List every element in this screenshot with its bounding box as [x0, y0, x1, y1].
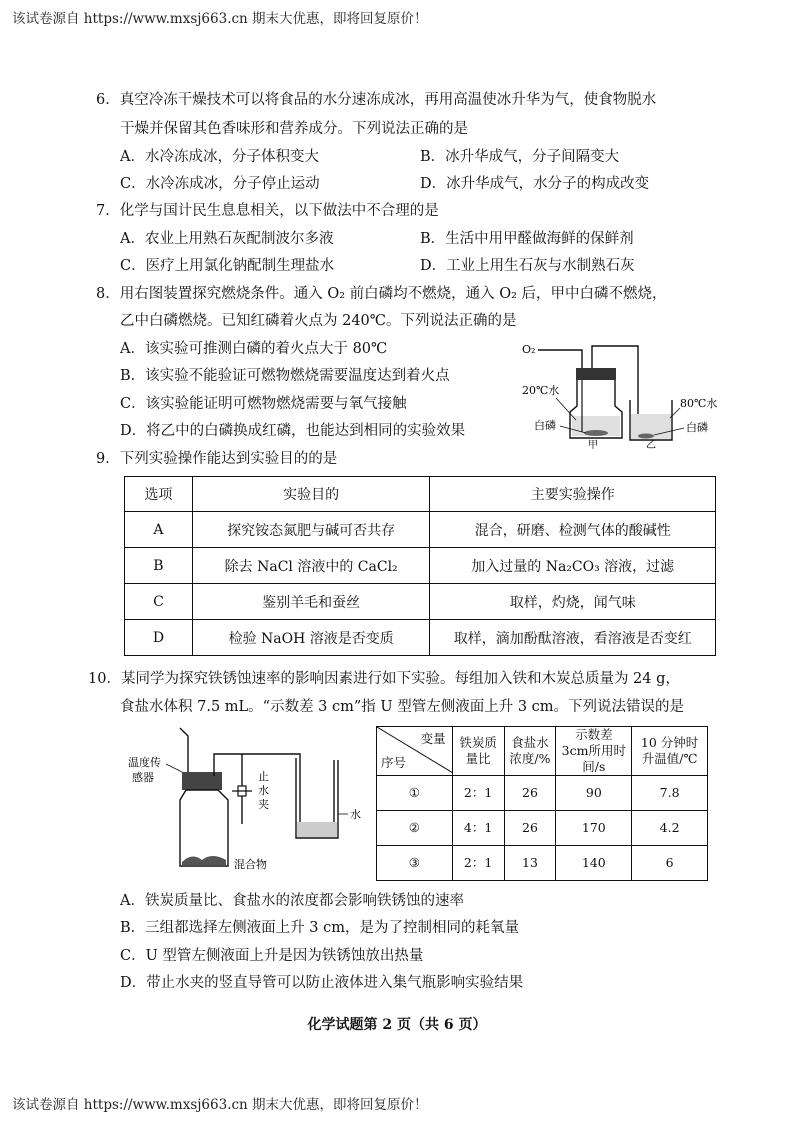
q10-cell: 13 [504, 846, 556, 881]
table-row [377, 846, 708, 881]
q9-cell: 鉴别羊毛和蚕丝 [192, 584, 430, 620]
q10-cell: 2：1 [452, 846, 504, 881]
table-row [125, 548, 716, 584]
q9-cell: 加入过量的 Na₂CO₃ 溶液，过滤 [430, 548, 716, 584]
q9-cell: 混合，研磨、检测气体的酸碱性 [430, 512, 716, 548]
q7-option-b: B．生活中用甲醛做海鲜的保鲜剂 [420, 231, 634, 247]
q7-stem: 7．化学与国计民生息息相关，以下做法中不合理的是 [96, 203, 439, 219]
q10-stem-line1: 10．某同学为探究铁锈蚀速率的影响因素进行如下实验。每组加入铁和木炭总质量为 24 g， [88, 671, 680, 687]
q10-cell: 26 [504, 811, 556, 846]
q10-header-concentration: 食盐水浓度/% [504, 727, 556, 776]
q6-option-a: A．水冷冻成冰，分子体积变大 [120, 149, 319, 165]
q6-stem-line1: 6．真空冷冻干燥技术可以将食品的水分速冻成冰，再用高温使冰升华为气，使食物脱水 [96, 92, 657, 108]
table-row [377, 811, 708, 846]
source-banner-bottom: 该试卷源自 https://www.mxsj663.cn 期末大优惠，即将回复原价！ [12, 1097, 428, 1113]
fig10-water-label: 水 [350, 808, 361, 821]
q10-corner-cell [377, 727, 453, 776]
q9-table-header-row [125, 477, 716, 512]
q9-cell: 检验 NaOH 溶液是否变质 [192, 620, 430, 656]
q10-cell: ① [377, 776, 453, 811]
q9-cell: 除去 NaCl 溶液中的 CaCl₂ [192, 548, 430, 584]
table-row [125, 620, 716, 656]
q9-cell: D [125, 620, 193, 656]
q10-option-a: A．铁炭质量比、食盐水的浓度都会影响铁锈蚀的速率 [120, 893, 464, 909]
q8-option-d: D．将乙中的白磷换成红磷，也能达到相同的实验效果 [120, 423, 466, 439]
q10-cell: 4：1 [452, 811, 504, 846]
q8-option-a: A．该实验可推测白磷的着火点大于 80℃ [120, 341, 388, 357]
q10-option-d: D．带止水夹的竖直导管可以防止液体进入集气瓶影响实验结果 [120, 975, 524, 991]
combustion-apparatus-figure [520, 338, 732, 450]
q10-header-ratio: 铁炭质量比 [452, 727, 504, 776]
page-footer: 化学试题第 2 页（共 6 页） [307, 1017, 487, 1033]
q9-table [124, 476, 716, 656]
q6-option-b: B．冰升华成气，分子间隔变大 [420, 149, 620, 165]
q10-option-b: B．三组都选择左侧液面上升 3 cm，是为了控制相同的耗氧量 [120, 920, 519, 936]
q10-cell: 90 [556, 776, 632, 811]
q10-cell: 140 [556, 846, 632, 881]
q8-stem-line1: 8．用右图装置探究燃烧条件。通入 O₂ 前白磷均不燃烧，通入 O₂ 后，甲中白磷不燃烧， [96, 286, 667, 302]
q9-cell: 取样，滴加酚酞溶液，看溶液是否变红 [430, 620, 716, 656]
fig10-sensor-label-1: 温度传 [128, 756, 161, 769]
q9-cell: 取样，灼烧，闻气味 [430, 584, 716, 620]
q6-stem-line2: 干燥并保留其色香味形和营养成分。下列说法正确的是 [120, 121, 468, 137]
fig8-water80-label: 80℃水 [680, 397, 718, 410]
q10-header-temperature: 10 分钟时升温值/℃ [632, 727, 708, 776]
q6-option-c: C．水冷冻成冰，分子停止运动 [120, 176, 320, 192]
fig8-water20-label: 20℃水 [522, 384, 560, 397]
fig10-mixture-label: 混合物 [234, 858, 267, 871]
q9-header-operation: 主要实验操作 [430, 477, 716, 512]
q8-option-c: C．该实验能证明可燃物燃烧需要与氧气接触 [120, 396, 407, 412]
q10-option-c: C．U 型管左侧液面上升是因为铁锈蚀放出热量 [120, 948, 424, 964]
q7-option-a: A．农业上用熟石灰配制波尔多液 [120, 231, 334, 247]
fig10-sensor-label-2: 感器 [132, 771, 154, 784]
fig8-jia-label: 甲 [588, 440, 598, 450]
q10-cell: 4.2 [632, 811, 708, 846]
fig10-clamp-label-2: 水 [258, 784, 269, 797]
fig8-phos-left-label: 白磷 [534, 419, 556, 432]
table-row [377, 776, 708, 811]
q10-stem-line2: 食盐水体积 7.5 mL。“示数差 3 cm”指 U 型管左侧液面上升 3 cm。下列说法错误的是 [120, 699, 685, 715]
q9-cell: 探究铵态氮肥与碱可否共存 [192, 512, 430, 548]
q10-table-header-row [377, 727, 708, 776]
table-row [125, 512, 716, 548]
q8-option-b: B．该实验不能验证可燃物燃烧需要温度达到着火点 [120, 368, 450, 384]
q10-cell: 170 [556, 811, 632, 846]
fig8-phos-right-label: 白磷 [686, 421, 708, 434]
q6-option-d: D．冰升华成气，水分子的构成改变 [420, 176, 650, 192]
q10-cell: 7.8 [632, 776, 708, 811]
q7-option-d: D．工业上用生石灰与水制熟石灰 [420, 258, 635, 274]
q10-corner-bottom: 序号 [381, 755, 407, 770]
q10-cell: ③ [377, 846, 453, 881]
q9-cell: C [125, 584, 193, 620]
fig8-yi-label: 乙 [646, 440, 656, 450]
source-banner-top: 该试卷源自 https://www.mxsj663.cn 期末大优惠，即将回复原价！ [12, 11, 428, 27]
q10-cell: 26 [504, 776, 556, 811]
q10-corner-top: 变量 [420, 731, 446, 746]
q10-cell: ② [377, 811, 453, 846]
table-row [125, 584, 716, 620]
q9-header-purpose: 实验目的 [192, 477, 430, 512]
q9-stem: 9．下列实验操作能达到实验目的的是 [96, 451, 338, 467]
fig8-o2-label: O₂ [522, 343, 536, 356]
fig10-clamp-label-3: 夹 [258, 798, 269, 811]
q10-cell: 6 [632, 846, 708, 881]
rust-apparatus-figure [122, 724, 370, 872]
q9-cell: A [125, 512, 193, 548]
q10-table [376, 726, 708, 881]
q7-option-c: C．医疗上用氯化钠配制生理盐水 [120, 258, 335, 274]
q9-header-option: 选项 [125, 477, 193, 512]
fig10-clamp-label-1: 止 [258, 770, 269, 783]
q10-header-time: 示数差 3cm所用时间/s [556, 727, 632, 776]
q8-stem-line2: 乙中白磷燃烧。已知红磷着火点为 240℃。下列说法正确的是 [120, 313, 517, 329]
q9-cell: B [125, 548, 193, 584]
q10-cell: 2：1 [452, 776, 504, 811]
